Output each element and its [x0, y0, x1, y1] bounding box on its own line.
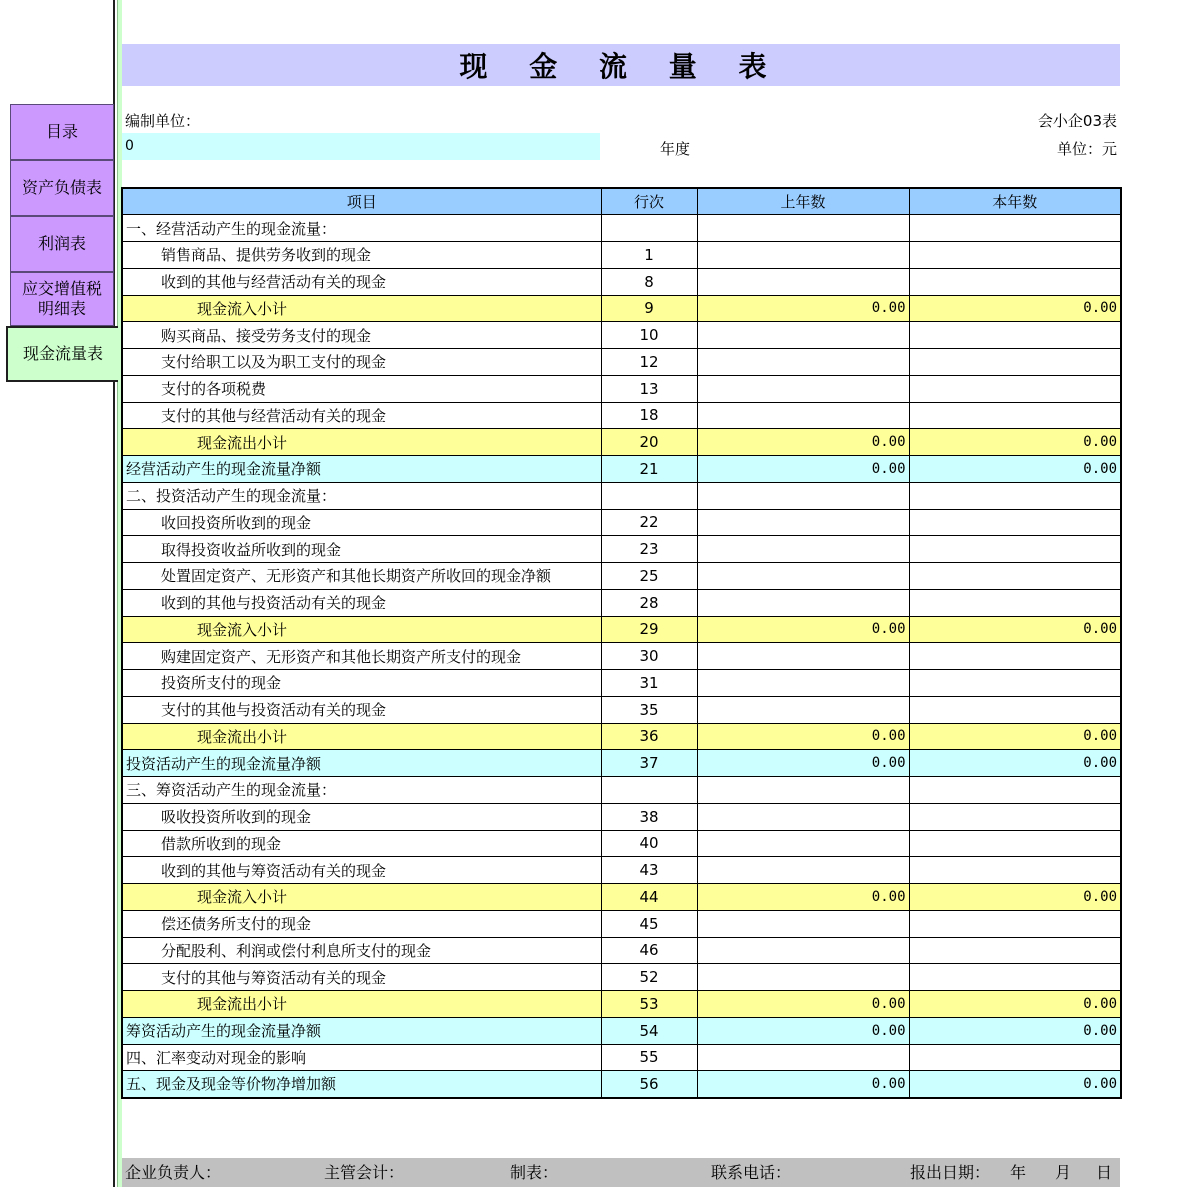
row-item-cell: 现金流入小计 [122, 295, 601, 322]
column-header-current-year: 本年数 [909, 188, 1121, 215]
row-current-year-cell[interactable] [909, 268, 1121, 295]
row-item-cell: 现金流出小计 [122, 991, 601, 1018]
tab-balance-sheet-label: 资产负债表 [21, 178, 102, 197]
column-header-prev-year: 上年数 [697, 188, 909, 215]
row-line-cell: 36 [601, 723, 697, 750]
row-prev-year-cell[interactable]: 0.00 [697, 723, 909, 750]
tab-cash-flow[interactable] [6, 326, 118, 382]
row-line-cell: 18 [601, 402, 697, 429]
table-row [122, 777, 1121, 804]
year-label: 年度 [660, 140, 691, 158]
row-line-cell: 37 [601, 750, 697, 777]
row-current-year-cell[interactable]: 0.00 [909, 1071, 1121, 1098]
row-prev-year-cell[interactable] [697, 696, 909, 723]
row-current-year-cell[interactable] [909, 482, 1121, 509]
tab-balance-sheet[interactable] [10, 160, 114, 216]
row-line-cell: 8 [601, 268, 697, 295]
row-line-cell: 29 [601, 616, 697, 643]
signature-footer [122, 1158, 1120, 1187]
row-current-year-cell[interactable] [909, 670, 1121, 697]
table-row [122, 964, 1121, 991]
row-prev-year-cell[interactable] [697, 215, 909, 242]
row-line-cell: 25 [601, 563, 697, 590]
row-item-cell: 收到的其他与投资活动有关的现金 [122, 589, 601, 616]
row-item-cell: 现金流出小计 [122, 429, 601, 456]
column-header-line: 行次 [601, 188, 697, 215]
row-item-cell: 投资活动产生的现金流量净额 [122, 750, 601, 777]
row-prev-year-cell[interactable] [697, 937, 909, 964]
footer-preparer: 制表： [510, 1163, 559, 1182]
footer-day: 日 [1096, 1163, 1113, 1182]
table-row [122, 670, 1121, 697]
table-header-row [122, 188, 1121, 215]
row-prev-year-cell[interactable] [697, 349, 909, 376]
row-line-cell: 45 [601, 910, 697, 937]
row-current-year-cell[interactable]: 0.00 [909, 991, 1121, 1018]
footer-phone: 联系电话： [711, 1163, 792, 1182]
row-line-cell: 56 [601, 1071, 697, 1098]
row-line-cell: 54 [601, 1017, 697, 1044]
row-line-cell: 35 [601, 696, 697, 723]
row-line-cell: 28 [601, 589, 697, 616]
tab-contents[interactable] [10, 104, 114, 160]
footer-accountant: 主管会计： [324, 1163, 405, 1182]
row-prev-year-cell[interactable] [697, 803, 909, 830]
row-prev-year-cell[interactable] [697, 268, 909, 295]
row-prev-year-cell[interactable] [697, 509, 909, 536]
row-current-year-cell[interactable] [909, 375, 1121, 402]
row-line-cell: 10 [601, 322, 697, 349]
row-item-cell: 现金流出小计 [122, 723, 601, 750]
row-prev-year-cell[interactable] [697, 830, 909, 857]
footer-report-date: 报出日期： [910, 1163, 991, 1182]
row-current-year-cell[interactable] [909, 215, 1121, 242]
row-item-cell: 三、筹资活动产生的现金流量： [122, 777, 601, 804]
row-current-year-cell[interactable] [909, 777, 1121, 804]
row-line-cell: 21 [601, 456, 697, 483]
row-prev-year-cell[interactable]: 0.00 [697, 616, 909, 643]
table-body [122, 215, 1121, 1098]
row-line-cell: 12 [601, 349, 697, 376]
row-current-year-cell[interactable] [909, 857, 1121, 884]
row-line-cell [601, 777, 697, 804]
row-line-cell: 44 [601, 884, 697, 911]
table-row [122, 830, 1121, 857]
row-item-cell: 取得投资收益所收到的现金 [122, 536, 601, 563]
row-current-year-cell[interactable] [909, 643, 1121, 670]
row-current-year-cell[interactable]: 0.00 [909, 456, 1121, 483]
table-row [122, 375, 1121, 402]
row-current-year-cell[interactable] [909, 937, 1121, 964]
row-item-cell: 投资所支付的现金 [122, 670, 601, 697]
row-line-cell: 40 [601, 830, 697, 857]
table-row [122, 482, 1121, 509]
row-prev-year-cell[interactable]: 0.00 [697, 429, 909, 456]
row-prev-year-cell[interactable] [697, 910, 909, 937]
footer-month: 月 [1055, 1163, 1072, 1182]
row-current-year-cell[interactable]: 0.00 [909, 295, 1121, 322]
table-row [122, 268, 1121, 295]
row-item-cell: 支付的其他与经营活动有关的现金 [122, 402, 601, 429]
row-line-cell: 55 [601, 1044, 697, 1071]
row-prev-year-cell[interactable] [697, 1044, 909, 1071]
table-row [122, 884, 1121, 911]
row-item-cell: 支付的其他与投资活动有关的现金 [122, 696, 601, 723]
row-item-cell: 吸收投资所收到的现金 [122, 803, 601, 830]
row-prev-year-cell[interactable] [697, 536, 909, 563]
sheet-title: 现 金 流 量 表 [122, 44, 1120, 86]
table-row [122, 215, 1121, 242]
row-item-cell: 借款所收到的现金 [122, 830, 601, 857]
row-prev-year-cell[interactable]: 0.00 [697, 750, 909, 777]
table-row [122, 750, 1121, 777]
row-line-cell: 9 [601, 295, 697, 322]
table-row [122, 616, 1121, 643]
cash-flow-table [121, 187, 1122, 1099]
row-current-year-cell[interactable] [909, 402, 1121, 429]
tab-cash-flow-label: 现金流量表 [22, 344, 103, 363]
table-row [122, 1071, 1121, 1098]
row-line-cell: 31 [601, 670, 697, 697]
row-item-cell: 二、投资活动产生的现金流量： [122, 482, 601, 509]
table-row [122, 509, 1121, 536]
table-row [122, 803, 1121, 830]
row-line-cell: 20 [601, 429, 697, 456]
table-row [122, 295, 1121, 322]
row-item-cell: 支付的各项税费 [122, 375, 601, 402]
row-current-year-cell[interactable] [909, 910, 1121, 937]
row-prev-year-cell[interactable]: 0.00 [697, 1017, 909, 1044]
row-current-year-cell[interactable] [909, 696, 1121, 723]
row-item-cell: 分配股利、利润或偿付利息所支付的现金 [122, 937, 601, 964]
table-row [122, 242, 1121, 269]
table-row [122, 910, 1121, 937]
table-row [122, 1017, 1121, 1044]
row-prev-year-cell[interactable] [697, 375, 909, 402]
tab-vat-detail[interactable] [10, 272, 114, 326]
table-row [122, 322, 1121, 349]
row-current-year-cell[interactable] [909, 509, 1121, 536]
row-item-cell: 购买商品、接受劳务支付的现金 [122, 322, 601, 349]
tab-income-statement[interactable] [10, 216, 114, 272]
row-current-year-cell[interactable] [909, 1044, 1121, 1071]
row-prev-year-cell[interactable] [697, 242, 909, 269]
row-item-cell: 处置固定资产、无形资产和其他长期资产所收回的现金净额 [122, 563, 601, 590]
row-item-cell: 一、经营活动产生的现金流量： [122, 215, 601, 242]
row-prev-year-cell[interactable]: 0.00 [697, 456, 909, 483]
row-line-cell: 43 [601, 857, 697, 884]
table-row [122, 937, 1121, 964]
row-prev-year-cell[interactable]: 0.00 [697, 884, 909, 911]
row-item-cell: 筹资活动产生的现金流量净额 [122, 1017, 601, 1044]
row-prev-year-cell[interactable]: 0.00 [697, 991, 909, 1018]
row-item-cell: 偿还债务所支付的现金 [122, 910, 601, 937]
row-item-cell: 支付的其他与筹资活动有关的现金 [122, 964, 601, 991]
row-prev-year-cell[interactable] [697, 643, 909, 670]
table-row [122, 402, 1121, 429]
row-line-cell: 53 [601, 991, 697, 1018]
row-prev-year-cell[interactable] [697, 964, 909, 991]
row-line-cell: 38 [601, 803, 697, 830]
tab-vat-detail-label: 应交增值税明细表 [21, 279, 102, 318]
row-prev-year-cell[interactable]: 0.00 [697, 295, 909, 322]
form-code: 会小企03表 [1037, 112, 1117, 130]
row-prev-year-cell[interactable] [697, 402, 909, 429]
row-current-year-cell[interactable] [909, 322, 1121, 349]
table-row [122, 429, 1121, 456]
row-prev-year-cell[interactable] [697, 857, 909, 884]
row-item-cell: 五、现金及现金等价物净增加额 [122, 1071, 601, 1098]
row-item-cell: 销售商品、提供劳务收到的现金 [122, 242, 601, 269]
row-item-cell: 收到的其他与筹资活动有关的现金 [122, 857, 601, 884]
row-line-cell: 1 [601, 242, 697, 269]
table-row [122, 696, 1121, 723]
row-current-year-cell[interactable]: 0.00 [909, 884, 1121, 911]
table-row [122, 589, 1121, 616]
row-current-year-cell[interactable] [909, 242, 1121, 269]
footer-owner: 企业负责人： [125, 1163, 222, 1182]
row-current-year-cell[interactable]: 0.00 [909, 616, 1121, 643]
tab-income-statement-label: 利润表 [37, 234, 86, 253]
table-row [122, 857, 1121, 884]
row-current-year-cell[interactable] [909, 830, 1121, 857]
row-prev-year-cell[interactable] [697, 322, 909, 349]
row-current-year-cell[interactable] [909, 803, 1121, 830]
row-current-year-cell[interactable] [909, 563, 1121, 590]
table-row [122, 563, 1121, 590]
row-item-cell: 收回投资所收到的现金 [122, 509, 601, 536]
row-line-cell: 13 [601, 375, 697, 402]
table-row [122, 456, 1121, 483]
table-row [122, 643, 1121, 670]
table-row [122, 1044, 1121, 1071]
row-item-cell: 支付给职工以及为职工支付的现金 [122, 349, 601, 376]
row-line-cell: 30 [601, 643, 697, 670]
prep-unit-label: 编制单位： [125, 112, 201, 130]
row-prev-year-cell[interactable]: 0.00 [697, 1071, 909, 1098]
row-line-cell [601, 215, 697, 242]
row-prev-year-cell[interactable] [697, 482, 909, 509]
table-row [122, 349, 1121, 376]
prep-unit-input[interactable]: 0 [122, 133, 600, 160]
footer-year: 年 [1010, 1163, 1027, 1182]
row-item-cell: 现金流入小计 [122, 884, 601, 911]
row-prev-year-cell[interactable] [697, 777, 909, 804]
row-line-cell: 23 [601, 536, 697, 563]
row-item-cell: 收到的其他与经营活动有关的现金 [122, 268, 601, 295]
row-current-year-cell[interactable] [909, 349, 1121, 376]
column-header-item: 项目 [122, 188, 601, 215]
row-current-year-cell[interactable] [909, 589, 1121, 616]
currency-unit: 单位：元 [1056, 140, 1117, 158]
table-row [122, 536, 1121, 563]
row-current-year-cell[interactable]: 0.00 [909, 723, 1121, 750]
row-prev-year-cell[interactable] [697, 563, 909, 590]
row-current-year-cell[interactable]: 0.00 [909, 1017, 1121, 1044]
row-prev-year-cell[interactable] [697, 670, 909, 697]
row-current-year-cell[interactable]: 0.00 [909, 750, 1121, 777]
row-item-cell: 经营活动产生的现金流量净额 [122, 456, 601, 483]
row-item-cell: 购建固定资产、无形资产和其他长期资产所支付的现金 [122, 643, 601, 670]
row-current-year-cell[interactable]: 0.00 [909, 429, 1121, 456]
tab-contents-label: 目录 [45, 122, 78, 141]
row-line-cell [601, 482, 697, 509]
row-current-year-cell[interactable] [909, 536, 1121, 563]
table-row [122, 991, 1121, 1018]
row-item-cell: 四、汇率变动对现金的影响 [122, 1044, 601, 1071]
table-row [122, 723, 1121, 750]
row-line-cell: 46 [601, 937, 697, 964]
row-current-year-cell[interactable] [909, 964, 1121, 991]
row-line-cell: 22 [601, 509, 697, 536]
sheet-tab-panel [0, 0, 116, 1187]
row-prev-year-cell[interactable] [697, 589, 909, 616]
row-item-cell: 现金流入小计 [122, 616, 601, 643]
row-line-cell: 52 [601, 964, 697, 991]
